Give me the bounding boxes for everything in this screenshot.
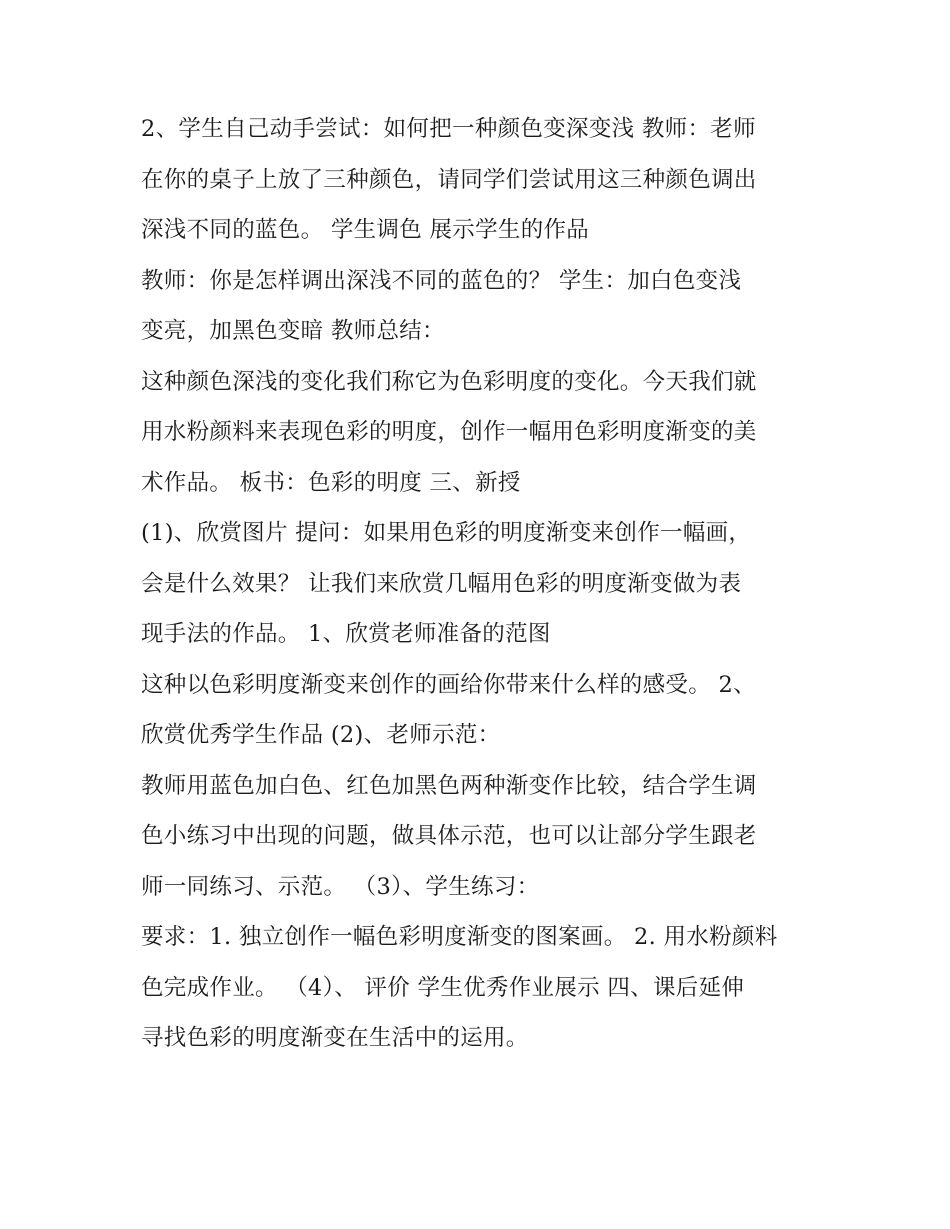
paragraph-6	[141, 767, 821, 919]
text-line: 寻找色彩的明度渐变在生活中的运用。	[141, 1025, 529, 1051]
text-line: 在你的桌子上放了三种颜色，请同学们尝试用这三种颜色调出	[141, 166, 757, 193]
text-line: 色完成作业。 （4）、 评价 学生优秀作业展示 四、课后延伸	[141, 974, 745, 1001]
text-line: 用水粉颜料来表现色彩的明度，创作一幅用色彩明度渐变的美	[141, 419, 757, 445]
text-line: 变亮，加黑色变暗 教师总结：	[141, 318, 445, 344]
paragraph-7	[141, 918, 821, 1057]
text-line: 这种以色彩明度渐变来创作的画给你带来什么样的感受。 2、	[141, 671, 756, 698]
text-line: 深浅不同的蓝色。 学生调色 展示学生的作品	[141, 217, 590, 243]
text-line: 会是什么效果？ 让我们来欣赏几幅用色彩的明度渐变做为表	[141, 570, 742, 597]
text-line: 术作品。 板书：色彩的明度 三、新授	[141, 469, 521, 496]
paragraph-3	[141, 363, 821, 515]
text-line: 2、学生自己动手尝试：如何把一种颜色变深变浅 教师：老师	[141, 116, 756, 142]
text-line: (1)、欣赏图片 提问：如果用色彩的明度渐变来创作一幅画，	[141, 520, 752, 546]
text-line: 色小练习中出现的问题，做具体示范，也可以让部分学生跟老	[141, 823, 757, 849]
text-line: 现手法的作品。 1、欣赏老师准备的范图	[141, 621, 551, 647]
document-body	[141, 110, 821, 1057]
text-line: 这种颜色深浅的变化我们称它为色彩明度的变化。今天我们就	[141, 368, 757, 395]
text-line: 师一同练习、示范。 （3）、学生练习：	[141, 873, 540, 900]
text-line: 教师用蓝色加白色、红色加黑色两种渐变作比较，结合学生调	[141, 772, 757, 799]
paragraph-1	[141, 110, 821, 262]
paragraph-5	[141, 666, 821, 767]
text-line: 要求：1. 独立创作一幅色彩明度渐变的图案画。 2. 用水粉颜料	[141, 924, 778, 950]
text-line: 欣赏优秀学生作品 (2)、老师示范：	[141, 722, 501, 748]
paragraph-4	[141, 514, 821, 666]
text-line: 教师：你是怎样调出深浅不同的蓝色的？ 学生：加白色变浅	[141, 267, 742, 294]
paragraph-2	[141, 262, 821, 363]
